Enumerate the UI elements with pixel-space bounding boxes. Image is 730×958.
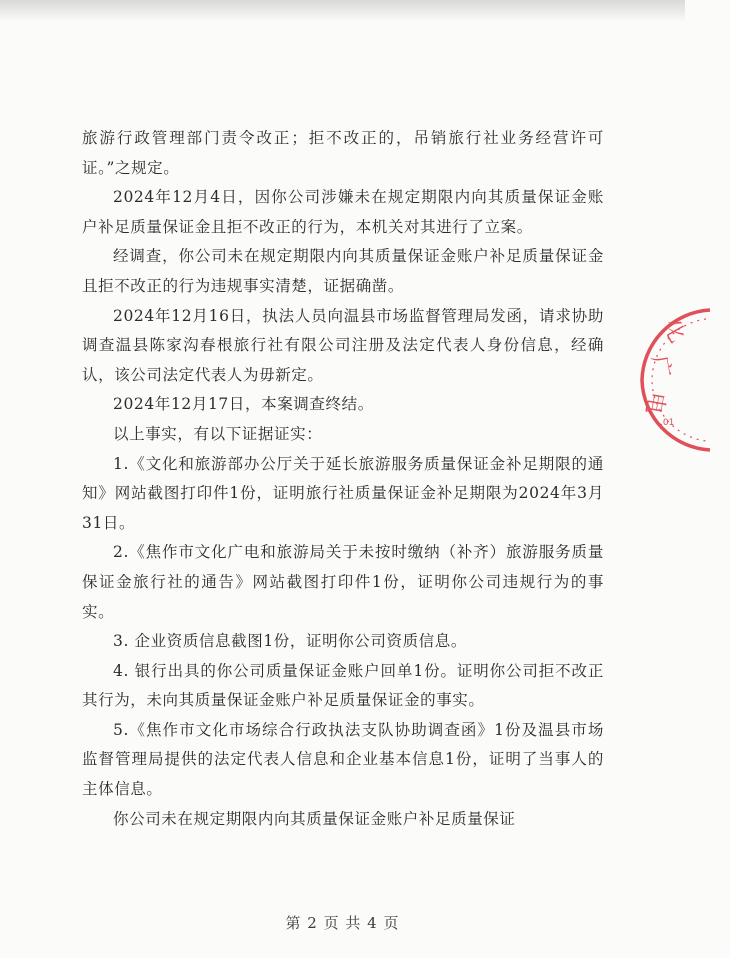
paragraph: 2024年12月17日，本案调查终结。 (113, 395, 374, 414)
official-seal (640, 305, 730, 455)
evidence-item-1: 1.《文化和旅游部办公厅关于延长旅游服务质量保证金补足期限的通知》网站截图打印件1份，证明旅行社质量保证金补足期限为2024年3月31日。 (82, 454, 604, 532)
paragraph: 以上事实，有以下证据证实： (113, 424, 323, 443)
svg-text:广: 广 (646, 353, 675, 380)
paragraph: 你公司未在规定期限内向其质量保证金账户补足质量保证 (113, 809, 516, 828)
paragraph: 2024年12月4日，因你公司涉嫌未在规定期限内向其质量保证金账户补足质量保证金且拒不改正的行为，本机关对其进行了立案。 (82, 188, 604, 236)
svg-text:电: 电 (640, 389, 669, 416)
evidence-item-2: 2.《焦作市文化广电和旅游局关于未按时缴纳（补齐）旅游服务质量保证金旅行社的通告》网站截图打印件1份，证明你公司违规行为的事实。 (82, 543, 604, 621)
evidence-item-4: 4. 银行出具的你公司质量保证金账户回单1份。证明你公司拒不改正其行为，未向其质量保证金账户补足质量保证金的事实。 (82, 661, 604, 710)
paragraph: 2024年12月16日，执法人员向温县市场监督管理局发函，请求协助调查温县陈家沟春根旅行社有限公司注册及法定代表人身份信息，经确认，该公司法定代表人为毋新定。 (82, 306, 604, 384)
page-number: 第 2 页 共 4 页 (285, 914, 400, 932)
svg-text:.01: .01 (660, 418, 675, 428)
evidence-item-3: 3. 企业资质信息截图1份，证明你公司资质信息。 (113, 632, 467, 651)
evidence-item-5: 5.《焦作市文化市场综合行政执法支队协助调查函》1份及温县市场监督管理局提供的法定代表人信息和企业基本信息1份，证明了当事人的主体信息。 (82, 720, 604, 799)
document-body (82, 124, 604, 834)
svg-text:化: 化 (656, 315, 690, 348)
paragraph: 经调查，你公司未在规定期限内向其质量保证金账户补足质量保证金且拒不改正的行为违规事实清楚，证据确凿。 (82, 247, 604, 295)
paragraph: 旅游行政管理部门责令改正；拒不改正的，吊销旅行社业务经营许可证。”之规定。 (82, 129, 604, 177)
